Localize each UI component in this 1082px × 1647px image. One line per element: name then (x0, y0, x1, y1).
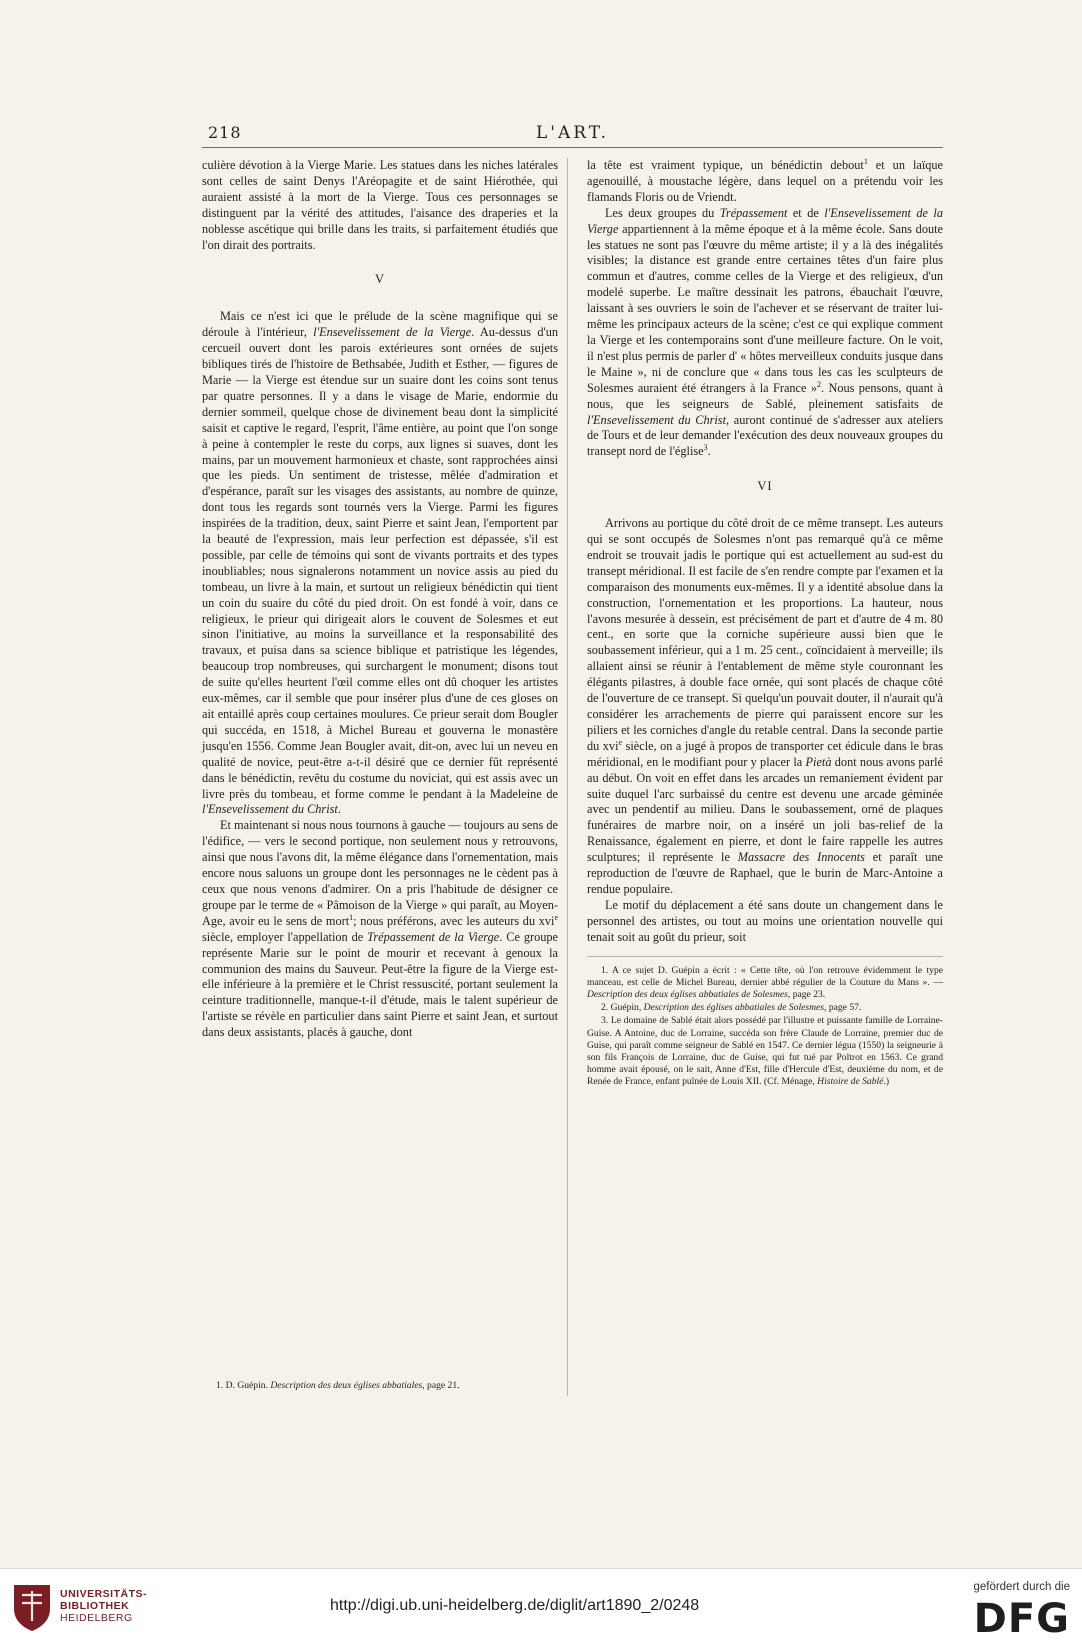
footnote: 1. D. Guépin. Description des deux églises abbatiales, page 21. (216, 1380, 460, 1391)
footnote-ref: 1 (349, 912, 354, 922)
paragraph: Mais ce n'est ici que le prélude de la scène magnifique qui se déroule à l'intérieur, l'Ensevelissement de la Vierge. Au-dessus d'un cercueil ouvert dont les parois extérieures sont ornées de sujets bibliques tirés de l'histoire de Bethsabée, Judith et Esther, — figures de Marie — la Vierge est étendue sur un suaire dont les coins sont tenus par quatre personnes. Il y a dans le visage de Marie, endormie du dernier sommeil, quelque chose de divinement beau dont la simplicité saisit et captive le regard, l'esprit, l'âme entière, au point que l'on songe à peine à contempler le reste du corps, aux lignes si suaves, dont les mains, par un mouvement harmonieux et chaste, sont rapprochées ainsi que les pieds. Un sentiment de tristesse, mêlée d'admiration et d'espérance, paraît sur les visages des assistants, au nombre de quinze, dont tous les regards sont tournés vers la Vierge. Parmi les figures inspirées de la tradition, deux, saint Pierre et saint Jean, l'emportent par la beauté de l'expression, mais leur perfection est dépassée, s'il est possible, par celle de témoins qui sont de vivants portraits et des types inoubliables; nous signalerons notamment un novice assis au pied du tombeau, un livre à la main, et surtout un religieux bénédictin qui tient un coin du suaire du côté du pied droit. On est fondé à voir, dans ce religieux, le prieur qui dirigeait alors le couvent de Solesmes et eut sinon l'initiative, au moins la surveillance et la responsabilité des travaux, et puisa dans sa science biblique et patristique les légendes, beaucoup trop nombreuses, qui surchargent le monument; disons tout de suite qu'elles heurtent l'œil comme elles ont dû choquer les artistes eux-mêmes, car il semble que pour insérer plus d'une de ces gloses on ait entaillé après coup certaines moulures. Ce prieur serait dom Bougler qui succéda, en 1518, à Michel Bureau et gouverna le monastère jusqu'en 1556. Comme Jean Bougler avait, dit-on, avec lui un neveu en qualité de novice, peut-être a-t-il désiré que ce dernier fût représenté dans le bénédictin, revêtu du costume du noviciat, qui est assis avec un livre près du tombeau, et forme comme le pendant à la Madeleine de l'Ensevelissement du Christ. (202, 309, 559, 817)
paragraph: Le motif du déplacement a été sans doute un changement dans le personnel des artistes, ou tout au moins une orientation nouvelle qui tenait soit au goût du prieur, soit (587, 897, 943, 944)
footnote: 3. Le domaine de Sablé était alors possédé par l'illustre et puissante famille de Lorraine-Guise. A Antoine, duc de Lorraine, succéda son frère Claude de Lorraine, premier duc de Guise, qui paraît comme seigneur de Sablé en 1547. Ce dernier légua (1550) la seigneurie à son fils François de Lorraine, duc de Guise, qui fut tué par Poltrot en 1563. Ce grand homme avait épousé, on le sait, Anne d'Est, fille d'Hercule d'Est, deuxième du nom, et de Renée de France, enfant puînée de Louis XII. (Cf. Ménage, Histoire de Sablé.) (587, 1015, 943, 1088)
journal-title: L'ART. (536, 123, 609, 143)
university-name: UNIVERSITÄTS- BIBLIOTHEK HEIDELBERG (60, 1588, 148, 1624)
dfg-logo: DFG (973, 1596, 1070, 1642)
footnote-ref: 1 (863, 156, 868, 166)
footnotes (587, 956, 943, 1089)
paragraph: Arrivons au portique du côté droit de ce même transept. Les auteurs qui se sont occupés de Solesmes n'ont pas remarqué qu'à ce même endroit se trouvait jadis le portique qui est actuellement au sud-est du transept méridional. Il est facile de s'en rendre compte par l'examen et la comparaison des monuments eux-mêmes. Il y a identité absolue dans la construction, l'ornementation et les proportions. La hauteur, nous l'avons mesurée à dessein, est précisément de part et d'autre de 4 m. 80 cent., en sorte que la corniche supérieure aussi bien que le soubassement inférieur, qui a 1 m. 25 cent., coïncidaient à merveille; ils allaient ainsi se réunir à l'entablement de même style couronnant les élégants pilastres, à double face ornée, qui sont placés de chaque côté de l'ouverture de ce transept. Si quelqu'un pouvait douter, il n'aurait qu'à considérer les arrachements de pierre qui paraissent encore sur les piliers et les corniches d'angle du retable central. Dans la seconde partie du xvi$^e$ siècle, on a jugé à propos de transporter cet édicule dans le bras méridional, en le modifiant pour y placer la Pietà dont nous avons parlé au début. On voit en effet dans les arcades un remaniement évident par suite duquel l'arc surbaissé du centre est devenu une arcade géminée avec un pendentif au milieu. Dans le soubassement, orné de plaques funéraires de marbre noir, on a inséré un joli bas-relief de la Renaissance, également en pierre, et dont le faire rappelle les autres sculptures; il représente le Massacre des Innocents et paraît une reproduction de l'œuvre de Raphael, que le burin de Marc-Antoine a rendue populaire. (587, 516, 944, 896)
column-divider (567, 158, 568, 1396)
header-rule (202, 147, 943, 148)
paragraph: Les deux groupes du Trépassement et de l'Ensevelissement de la Vierge appartiennent à la même époque et à la même école. Sans doute les statues ne sont pas l'œuvre du même artiste; il y a là des inégalités visibles; la distance est grande entre certaines têtes d'un faire plus commun et d'autres, comme celles de la Vierge et des religieux, d'un modelé superbe. Le maître dessinait les patrons, ébauchait l'œuvre, laissant à ses ouvriers le soin de l'achever et se réservant de traiter lui-même les principaux acteurs de la scène; c'est ce qui explique comment la Vierge et les contemporains sont d'une meilleure facture. On le voit, il n'est plus permis de parler d' « hôtes merveilleux conduits jusque dans le Maine », ni de conclure que « dans tous les cas les sculpteurs de Solesmes auraient été étrangers à la France »$^2$. Nous pensons, quant à nous, que les seigneurs de Sablé, pleinement satisfaits de l'Ensevelissement du Christ, auront continué de s'adresser aux ateliers de Tours et de leur demander l'exécution des deux nouveaux groupes du transept nord de l'église$^3$. (587, 205, 944, 459)
university-seal-icon (10, 1581, 54, 1633)
paragraph: Et maintenant si nous nous tournons à gauche — toujours au sens de l'édifice, — vers le second portique, non seulement nous y retrouvons, ainsi que nous l'avons dit, la même élégance dans l'ornementation, mais encore nous saluons un groupe dont les personnages ne le cèdent pas à ceux que nous venons d'admirer. On a pris l'habitude de désigner ce groupe par le terme de « Pâmoison de la Vierge » qui paraît, au Moyen-Age, avoir eu le sens de mort$^1$; nous préférons, avec les auteurs du xvi$^e$ siècle, employer l'appellation de Trépassement de la Vierge. Ce groupe représente Marie sur le point de mourir et recevant à genoux la communion des mains du Sauveur. Peut-être la figure de la Vierge est-elle inférieure à la première et le Christ ressuscité, portant seulement la ceinture traditionnelle, manque-t-il d'étude, mais le talent supérieur de l'artiste se révèle en particulier dans saint Pierre et saint Jean, et surtout dans deux assistants, placés à gauche, dont (202, 818, 559, 1040)
paragraph: culière dévotion à la Vierge Marie. Les statues dans les niches latérales sont celles de saint Denys l'Aréopagite et de saint Hiérothée, qui auraient assisté à la mort de la Vierge. Tous ces personnages se distinguent par la vérité des attitudes, l'aisance des draperies et la noblesse ascétique qui brille dans les traits, si parfaitement étudiés que l'on dirait des portraits. (202, 158, 558, 252)
section-number: VI (757, 479, 773, 494)
digitization-footer (0, 1568, 1082, 1647)
right-column (587, 158, 943, 1090)
left-column (202, 158, 558, 1041)
footnote: 1. A ce sujet D. Guépin a écrit : « Cette tête, où l'on retrouve évidemment le type manceau, est celle de Michel Bureau, dernier abbé régulier de la Couture du Mans ». — Description des deux églises abbatiales de Solesmes, page 23. (587, 964, 943, 1000)
page-number: 218 (208, 123, 242, 142)
section-number: V (374, 272, 386, 287)
footnote: 2. Guépin, Description des églises abbatiales de Solesmes, page 57. (601, 1002, 862, 1014)
source-url[interactable]: http://digi.ub.uni-heidelberg.de/diglit/art1890_2/0248 (330, 1597, 700, 1614)
paragraph: la tête est vraiment typique, un bénédictin debout$^1$ et un laïque agenouillé, à moustache légère, dans lequel on a prétendu voir les flamands Floris ou de Vriendt. (587, 156, 943, 204)
funder-label: gefördert durch die (973, 1581, 1070, 1593)
